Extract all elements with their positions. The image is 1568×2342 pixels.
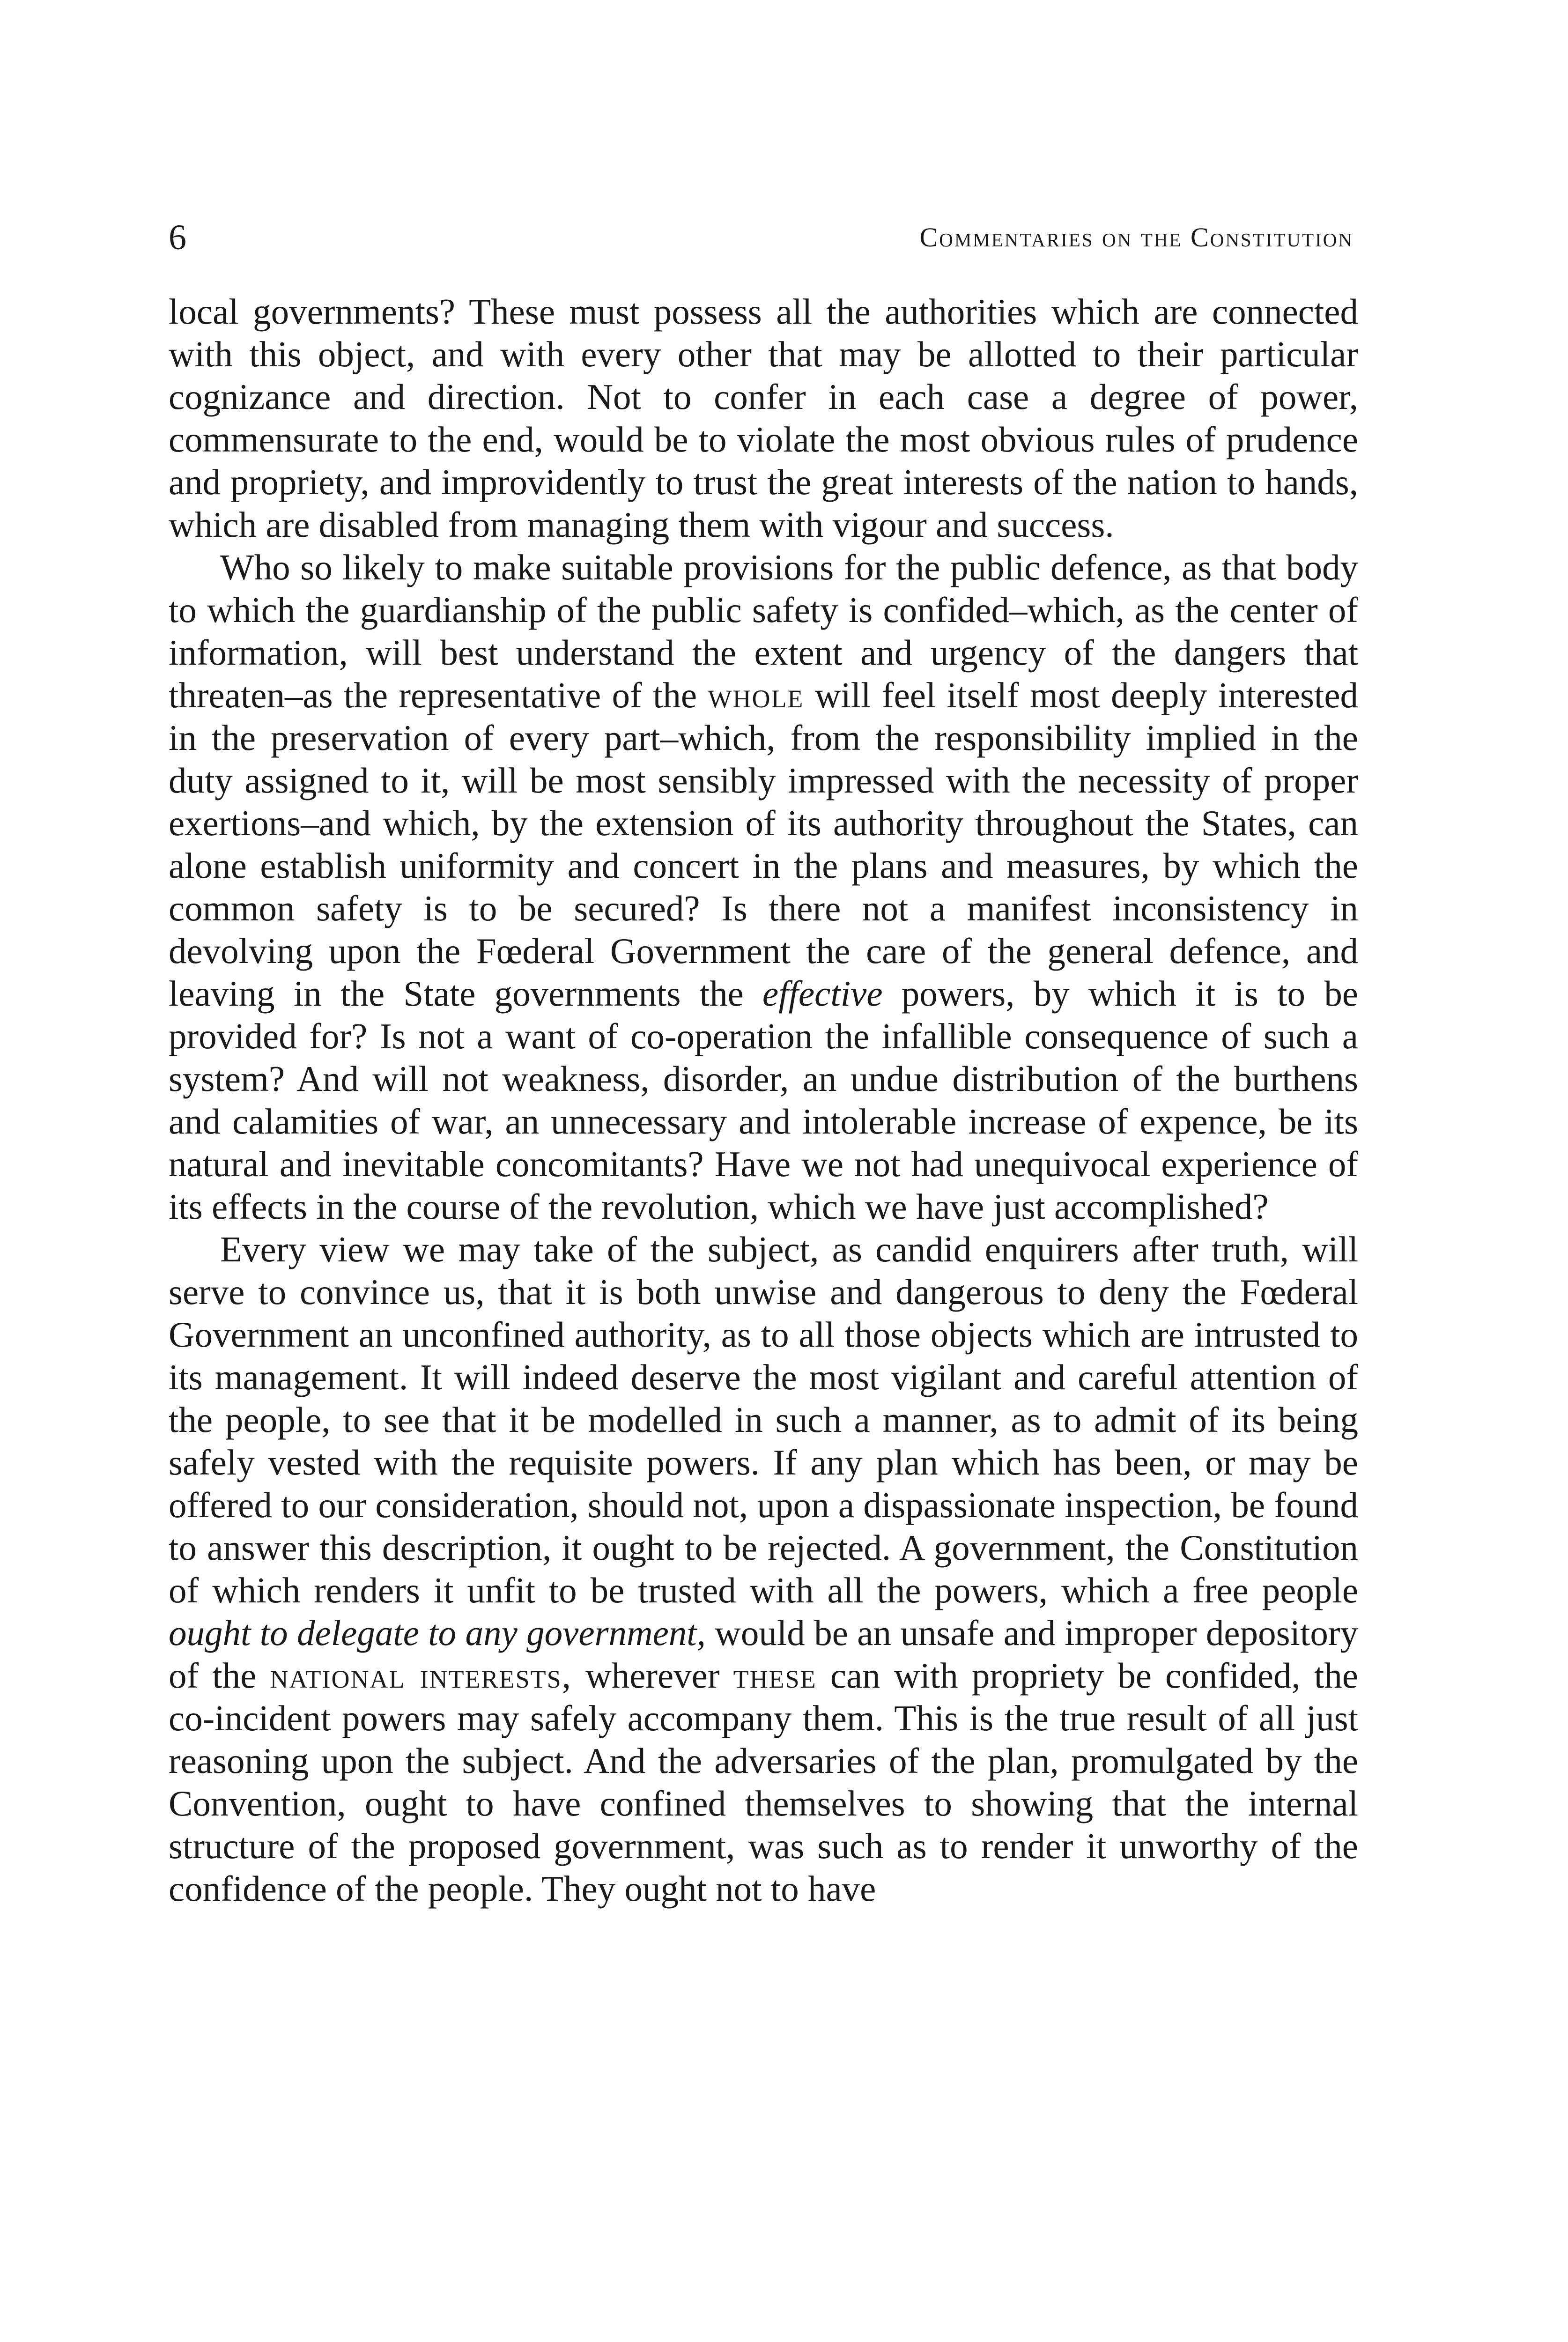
running-title: Commentaries on the Constitution bbox=[919, 222, 1354, 252]
small-caps-text: whole bbox=[708, 675, 804, 715]
running-head bbox=[169, 212, 1358, 263]
small-caps-text: these bbox=[733, 1655, 817, 1696]
body-text bbox=[169, 290, 1358, 1910]
italic-text: ought to delegate to any government, bbox=[169, 1613, 706, 1653]
text-run: powers, by which it is to be provided for? Is not a want of co-operation the infallible consequence of such a system? And will not weakness, disorder, an undue distribution of the burthens and calamities of war, an unnecessary and intolerable increase of expence, be its natural and inevitable concomitants? Have we not had unequivocal experience of its effects in the course of the revolution, which we have just accomplished? bbox=[169, 973, 1358, 1227]
small-caps-text: national interests, bbox=[270, 1655, 572, 1696]
text-run: would be an unsafe and improper depository of the bbox=[169, 1613, 1358, 1696]
text-run: will feel itself most deeply interested in the preservation of every part–which, from the responsibility implied in the duty assigned to it, will be most sensibly impressed with the necessity of proper exertions–and which, by the extension of its authority throughout the States, can alone establish uniformity and concert in the plans and measures, by which the common safety is to be secured? Is there not a manifest inconsistency in devolving upon the Fœderal Government the care of the general defence, and leaving in the State governments the bbox=[169, 675, 1359, 1014]
paragraph bbox=[169, 290, 1358, 546]
paragraph bbox=[169, 546, 1358, 1228]
page-number: 6 bbox=[169, 218, 186, 257]
text-run: can with propriety be confided, the co-incident powers may safely accompany them. This is the true result of all just reasoning upon the subject. And the adversaries of the plan, promulgated by the Convention, ought to have confined themselves to showing that the internal structure of the proposed government, was such as to render it unworthy of the confidence of the people. They ought not to have bbox=[169, 1655, 1359, 1909]
page bbox=[169, 0, 1358, 2342]
text-run: wherever bbox=[571, 1655, 733, 1696]
italic-text: effective bbox=[762, 973, 883, 1014]
text-run: Who so likely to make suitable provisions for the public defence, as that body to which the guardianship of the public safety is confided–which, as the center of information, will best understand the extent and urgency of the dangers that threaten–as the representative of the bbox=[169, 547, 1358, 715]
text-run: Every view we may take of the subject, as candid enquirers after truth, will serve to convince us, that it is both unwise and dangerous to deny the Fœderal Government an unconfined authority, as to all those objects which are intrusted to its management. It will indeed deserve the most vigilant and careful attention of the people, to see that it be modelled in such a manner, as to admit of its being safely vested with the requisite powers. If any plan which has been, or may be offered to our consideration, should not, upon a dispassionate inspection, be found to answer this description, it ought to be rejected. A government, the Constitution of which renders it unfit to be trusted with all the powers, which a free people bbox=[169, 1229, 1358, 1610]
paragraph bbox=[169, 1228, 1358, 1910]
text-run: local governments? These must possess all the authorities which are connected with this object, and with every other that may be allotted to their particular cognizance and direction. Not to confer in each case a degree of power, commensurate to the end, would be to violate the most obvious rules of prudence and propriety, and improvidently to trust the great interests of the nation to hands, which are disabled from managing them with vigour and success. bbox=[169, 291, 1358, 545]
